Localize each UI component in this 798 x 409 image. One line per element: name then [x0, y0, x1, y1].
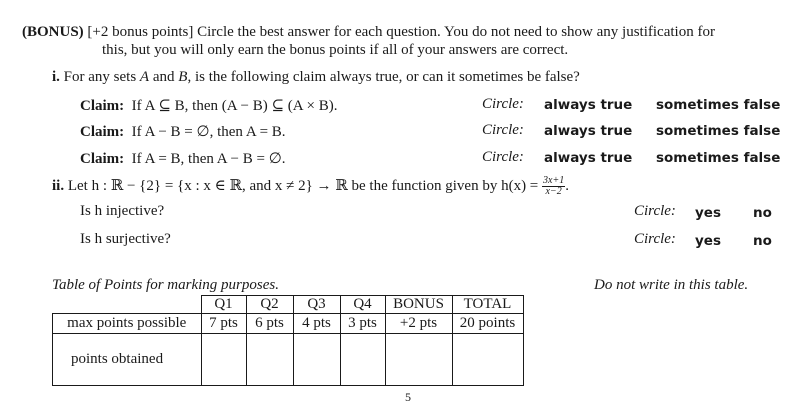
injective-yes[interactable]: yes [695, 205, 721, 221]
part-i-prompt-start: For any sets [63, 69, 140, 85]
table-header-row [53, 296, 524, 314]
max-points-label: max points possible [53, 314, 202, 334]
claim-label: Claim: [80, 98, 125, 114]
header-q4: Q4 [340, 296, 385, 314]
part-i-prompt-and: and [149, 69, 179, 85]
function-fraction [542, 176, 565, 197]
function-definition: Let h : ℝ − {2} = {x : x ∈ ℝ, and x ≠ 2} → ℝ be the function given by h(x) = [67, 178, 539, 194]
obtained-total [452, 334, 523, 386]
set-a-var: A [139, 69, 150, 85]
page-number: 5 [405, 390, 411, 404]
circle-label: Circle: [482, 149, 524, 165]
max-q4: 3 pts [340, 314, 385, 334]
header-q3: Q3 [293, 296, 340, 314]
max-bonus: +2 pts [385, 314, 452, 334]
claim-2-sometimes-false[interactable]: sometimes false [656, 123, 781, 139]
fraction-numerator: 3x+1 [543, 175, 565, 187]
obtained-bonus [385, 334, 452, 386]
points-obtained-label: points obtained [53, 334, 202, 386]
part-i-prompt [52, 69, 580, 86]
obtained-q1 [201, 334, 246, 386]
table-note: Do not write in this table. [594, 277, 749, 293]
claim-3-sometimes-false[interactable]: sometimes false [656, 150, 781, 166]
claim-3-always-true[interactable]: always true [544, 150, 633, 166]
circle-label: Circle: [482, 96, 524, 112]
injective-no[interactable]: no [753, 205, 772, 221]
claim-3 [80, 149, 286, 168]
max-q1: 7 pts [201, 314, 246, 334]
fraction-denominator: x−2 [545, 186, 562, 198]
header-total: TOTAL [452, 296, 523, 314]
table-row [53, 314, 524, 334]
max-q2: 6 pts [246, 314, 293, 334]
injective-question: Is h injective? [80, 203, 165, 219]
claim-1-always-true[interactable]: always true [544, 97, 633, 113]
header-q2: Q2 [246, 296, 293, 314]
circle-label: Circle: [634, 203, 676, 219]
bonus-instructions-line1 [22, 24, 715, 41]
obtained-q3 [293, 334, 340, 386]
table-caption: Table of Points for marking purposes. [52, 277, 279, 293]
points-table [52, 295, 524, 386]
obtained-q2 [246, 334, 293, 386]
set-b-var: B [178, 69, 188, 85]
bonus-text-line2: this, but you will only earn the bonus points if all of your answers are correct. [102, 42, 569, 58]
obtained-q4 [340, 334, 385, 386]
part-ii-definition: ii. Let h : ℝ − {2} = {x : x ∈ ℝ, and x ≠ 2} → ℝ be the function given by h(x) = $\frac{3x+1}{x-2}$ . [52, 175, 569, 198]
surjective-yes[interactable]: yes [695, 233, 721, 249]
claim-label: Claim: [80, 151, 125, 167]
circle-label: Circle: [634, 231, 676, 247]
claim-2 [80, 122, 286, 141]
claim-text: If A ⊆ B, then (A − B) ⊆ (A × B). [131, 98, 338, 114]
part-ii-number: ii. [52, 178, 65, 194]
circle-label: Circle: [482, 122, 524, 138]
header-bonus: BONUS [385, 296, 452, 314]
claim-text: If A = B, then A − B = ∅. [131, 151, 286, 167]
table-row [53, 334, 524, 386]
claim-1-sometimes-false[interactable]: sometimes false [656, 97, 781, 113]
header-spacer [53, 296, 202, 314]
max-total: 20 points [452, 314, 523, 334]
surjective-no[interactable]: no [753, 233, 772, 249]
surjective-question: Is h surjective? [80, 231, 171, 247]
part-i-prompt-end: , is the following claim always true, or can it sometimes be false? [187, 69, 580, 85]
header-q1: Q1 [201, 296, 246, 314]
claim-2-always-true[interactable]: always true [544, 123, 633, 139]
claim-label: Claim: [80, 124, 125, 140]
bonus-text-line1: [+2 bonus points] Circle the best answer for each question. You do not need to show any justification for [87, 24, 715, 40]
max-q3: 4 pts [293, 314, 340, 334]
bonus-label: (BONUS) [22, 24, 84, 40]
claim-text: If A − B = ∅, then A = B. [131, 124, 286, 140]
part-i-number: i. [52, 69, 60, 85]
claim-1 [80, 96, 337, 115]
